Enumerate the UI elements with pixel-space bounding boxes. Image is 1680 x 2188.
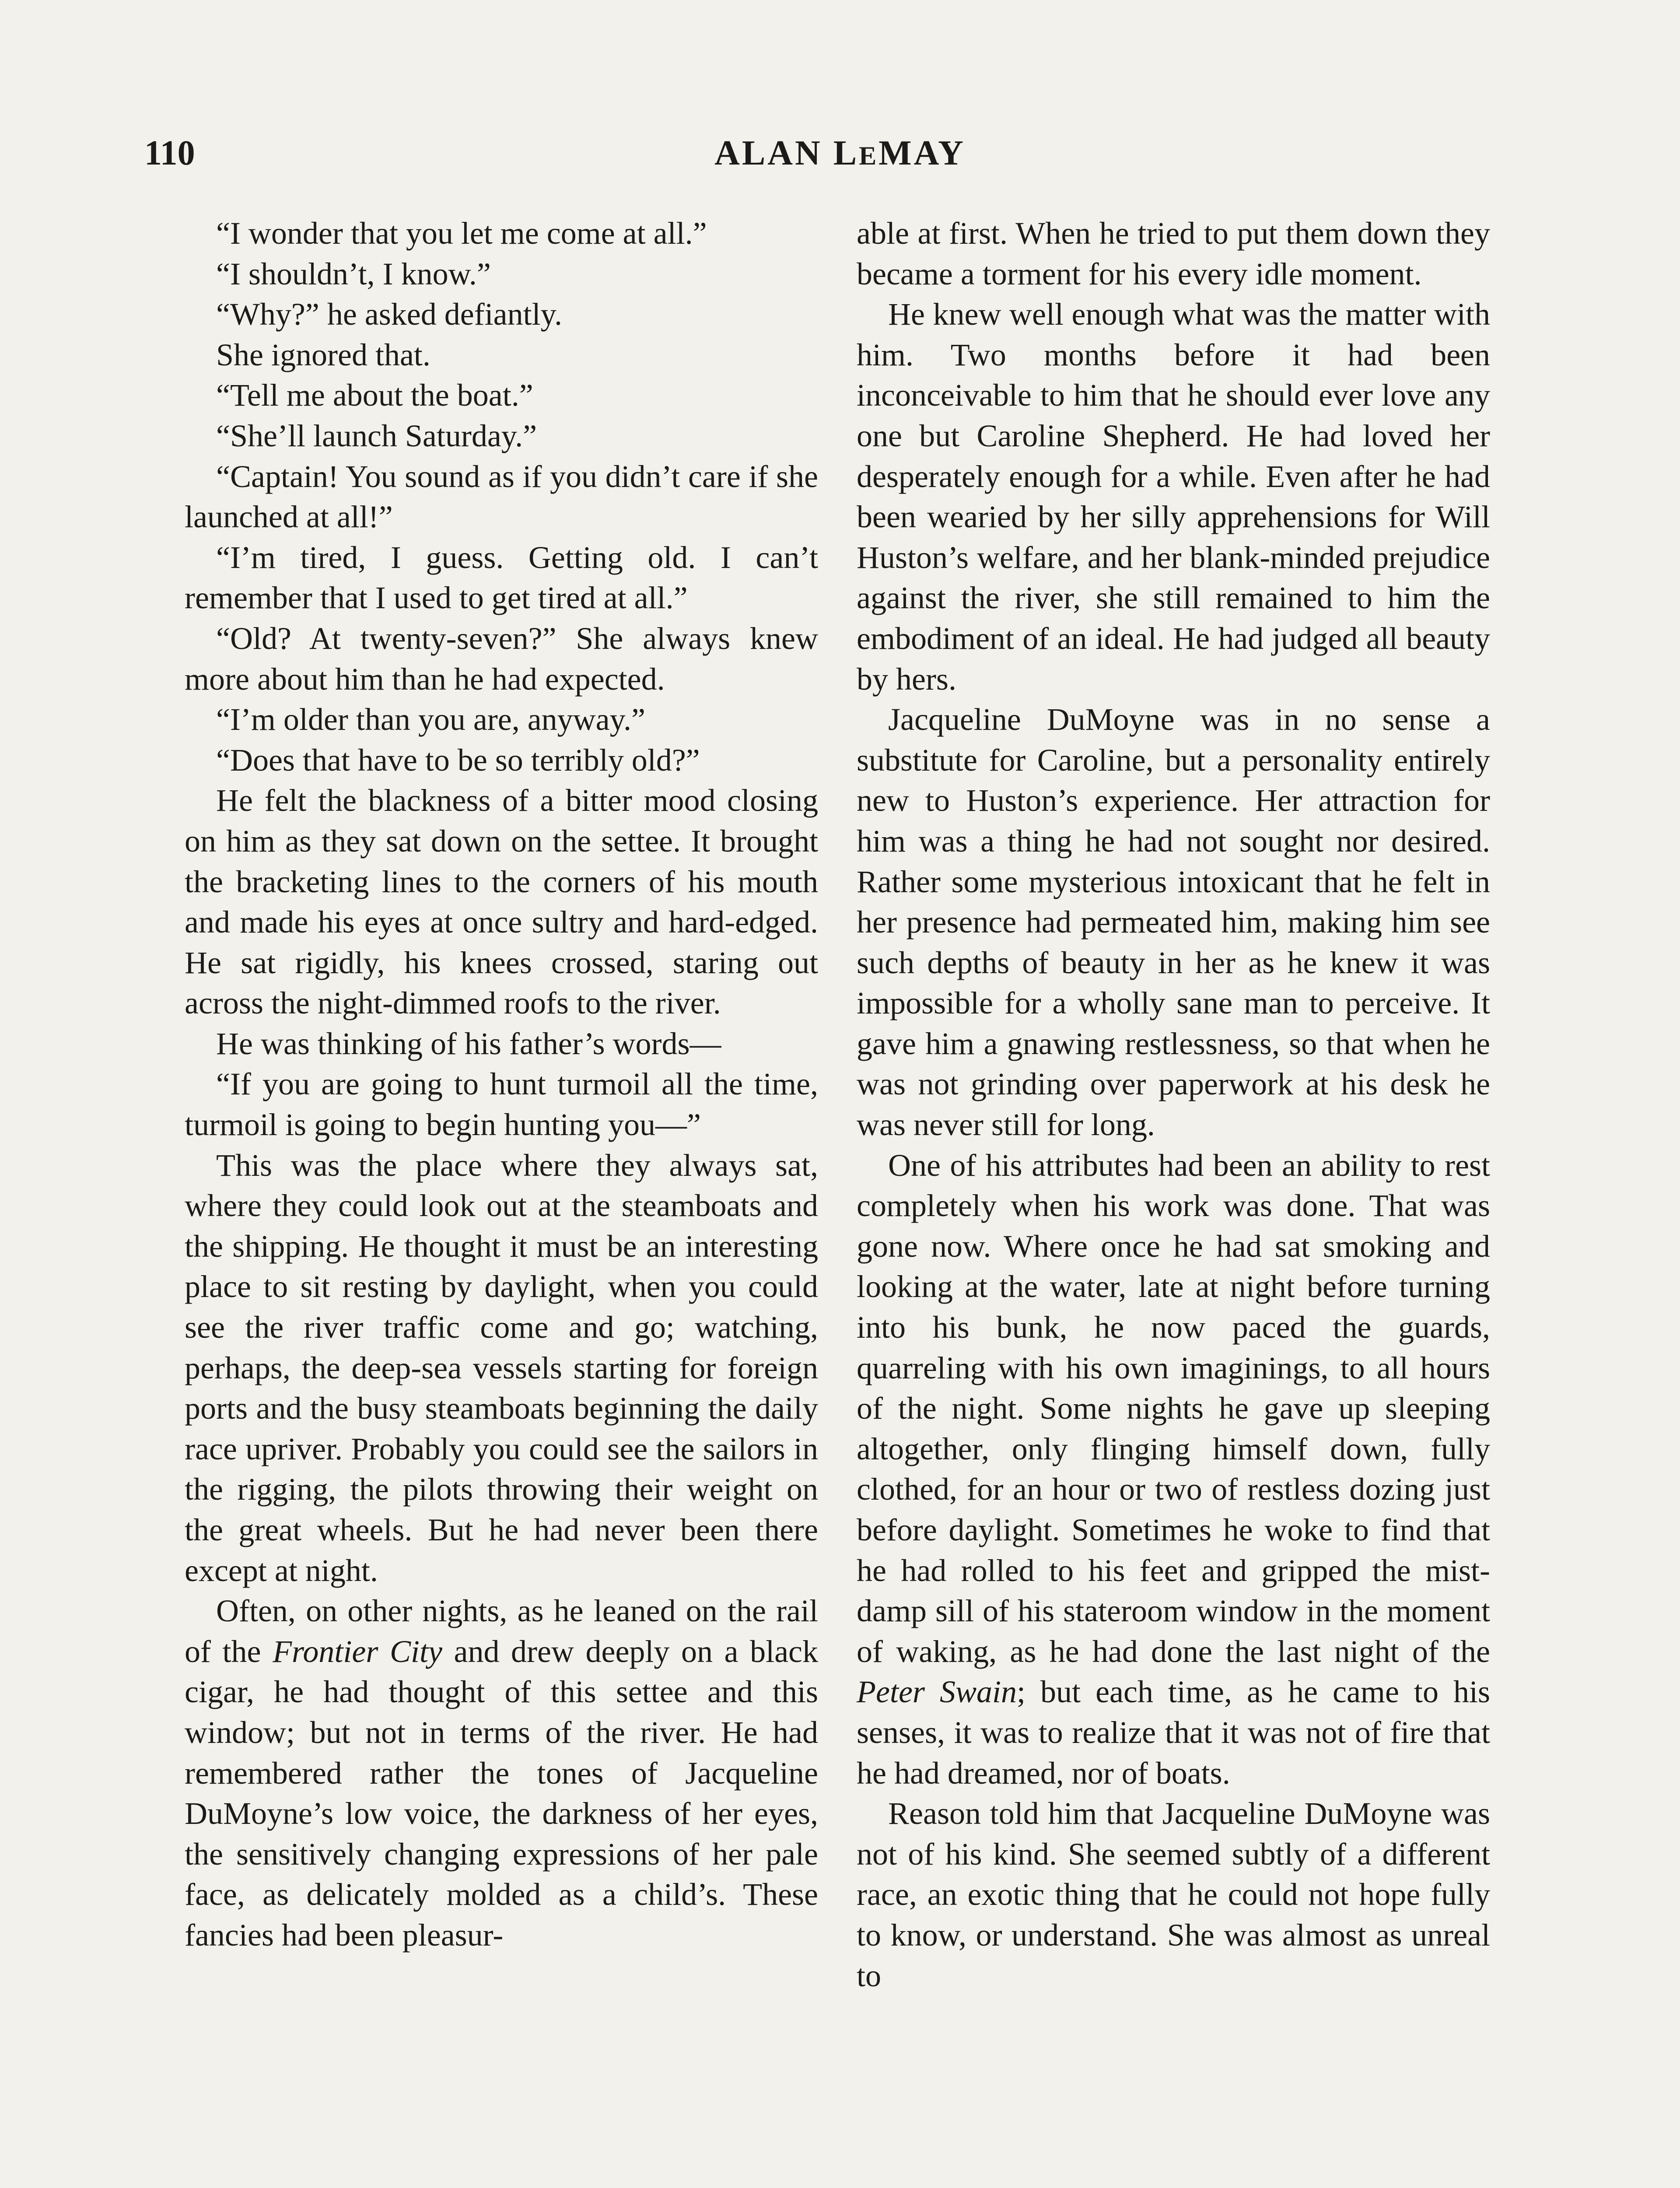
paragraph: This was the place where they always sat, where they could look out at the steamboats and the shipping. He thought it must be an interesting place to sit resting by daylight, when you could see the river traffic come and go; watching, perhaps, the deep-sea vessels starting for foreign ports and the busy steamboats beginning the daily race upriver. Probably you could see the sailors in the rigging, the pilots throwing their weight on the great wheels. But he had never been there except at night. (185, 1147, 818, 1588)
paragraph: “Why?” he asked defiantly. (216, 297, 562, 332)
paragraph: “Captain! You sound as if you didn’t care if she launched at all!” (185, 459, 818, 535)
paragraph: “Does that have to be so terribly old?” (216, 742, 700, 778)
left-column (185, 213, 818, 1956)
paragraph: “I wonder that you let me come at all.” (216, 216, 707, 251)
paragraph: He was thinking of his father’s words— (216, 1026, 721, 1061)
running-head (144, 129, 1536, 180)
page-header (144, 129, 1536, 177)
paragraph: One of his attributes had been an ability to rest completely when his work was done. That was gone now. Where once he had sat smoking and looking at the water, late at night before turning into his bunk, he now paced the guards, quarreling with his own imaginings, to all hours of the night. Some nights he gave up sleeping altogether, only flinging himself down, fully clothed, for an hour or two of restless dozing just before daylight. Sometimes he woke to find that he had rolled to his feet and gripped the mist-damp sill of his stateroom window in the moment of waking, as he had done the last night of the Peter Swain; but each time, as he came to his senses, it was to realize that it was not of fire that he had dreamed, nor of boats. (857, 1147, 1491, 1791)
page-number: 110 (144, 134, 195, 172)
ship-name: Peter Swain (857, 1674, 1017, 1710)
ship-name: Frontier City (273, 1634, 442, 1669)
running-head-smallcap: E (859, 141, 879, 170)
running-head-last: MAY (878, 134, 966, 172)
right-column (857, 213, 1490, 1996)
paragraph-continued: able at first. When he tried to put them down they became a torment for his every idle moment. (857, 216, 1490, 291)
paragraph: He knew well enough what was the matter with him. Two months before it had been inconceivable to him that he should ever love any one but Caroline Shepherd. He had loved her desperately enough for a while. Even after he had been wearied by her silly apprehensions for Will Huston’s welfare, and her blank-minded prejudice against the river, she still remained to him the embodiment of an ideal. He had judged all beauty by hers. (857, 297, 1490, 697)
paragraph: “I’m tired, I guess. Getting old. I can’t remember that I used to get tired at all.” (185, 540, 818, 616)
paragraph: “I’m older than you are, anyway.” (216, 702, 645, 737)
paragraph: Often, on other nights, as he leaned on the rail of the Frontier City and drew deeply on a black cigar, he had thought of this settee and this window; but not in terms of the river. He had remembered rather the tones of Jacqueline DuMoyne’s low voice, the darkness of her eyes, the sensitively changing expressions of her pale face, as delicately molded as a child’s. These fancies had been pleasur- (185, 1593, 818, 1953)
paragraph: He felt the blackness of a bitter mood closing on him as they sat down on the settee. It brought the bracketing lines to the corners of his mouth and made his eyes at once sultry and hard-edged. He sat rigidly, his knees crossed, staring out across the night-dimmed roofs to the river. (185, 783, 818, 1021)
paragraph: “She’ll launch Saturday.” (216, 418, 537, 453)
paragraph: “If you are going to hunt turmoil all the time, turmoil is going to begin hunting you—” (185, 1066, 818, 1143)
paragraph: She ignored that. (216, 337, 430, 372)
paragraph: “Tell me about the boat.” (216, 378, 533, 413)
paragraph: Reason told him that Jacqueline DuMoyne was not of his kind. She seemed subtly of a different race, an exotic thing that he could not hope fully to know, or understand. She was almost as unreal to (857, 1796, 1490, 1993)
paragraph: “I shouldn’t, I know.” (216, 256, 491, 291)
paragraph: Jacqueline DuMoyne was in no sense a substitute for Caroline, but a personality entirely new to Huston’s experience. Her attraction for him was a thing he had not sought nor desired. Rather some mysterious intoxicant that he felt in her presence had permeated him, making him see such depths of beauty in her as he knew it was impossible for a wholly sane man to perceive. It gave him a gnawing restlessness, so that when he was not grinding over paperwork at his desk he was never still for long. (857, 702, 1490, 1143)
paragraph: “Old? At twenty-seven?” She always knew more about him than he had expected. (185, 621, 818, 697)
running-head-first: ALAN L (714, 134, 859, 172)
